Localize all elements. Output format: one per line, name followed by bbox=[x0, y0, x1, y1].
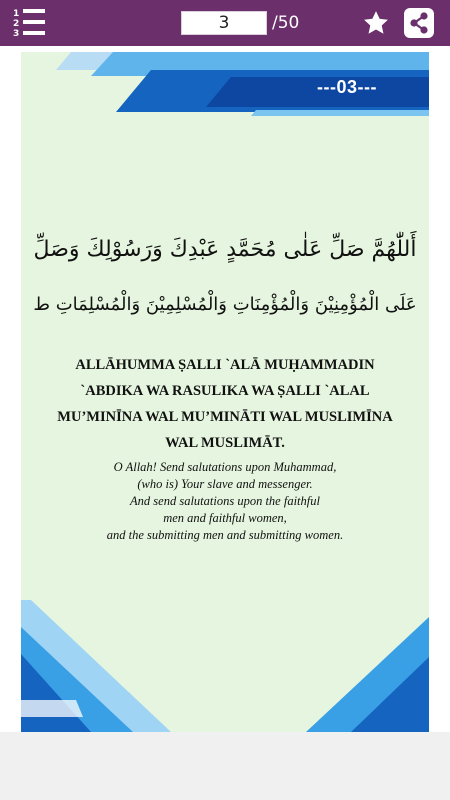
transliteration bbox=[21, 352, 429, 456]
share-icon[interactable] bbox=[404, 8, 434, 38]
arabic-line-2: عَلَى الْمُؤْمِنِيْنَ وَالْمُؤْمِنَاتِ وَالْمُسْلِمِيْنَ وَالْمُسْلِمَاتِ ط bbox=[33, 294, 417, 315]
star-icon[interactable] bbox=[362, 9, 390, 37]
page-number-input[interactable] bbox=[181, 11, 267, 35]
translation-line: O Allah! Send salutations upon Muhammad, bbox=[113, 460, 337, 474]
arabic-line-1: أَللّٰهُمَّ صَلِّ عَلٰى مُحَمَّدٍ عَبْدِكَ وَرَسُوْلِكَ وَصَلِّ bbox=[33, 237, 417, 262]
translation-line: men and faithful women, bbox=[163, 511, 287, 525]
svg-text:2: 2 bbox=[13, 19, 20, 29]
svg-text:1: 1 bbox=[13, 9, 20, 19]
bottom-area bbox=[0, 732, 450, 800]
transliteration-line: ALLĀHUMMA ṢALLI `ALĀ MUḤAMMADIN bbox=[75, 357, 375, 373]
svg-text:3: 3 bbox=[13, 29, 20, 39]
transliteration-line: MU’MINĪNA WAL MU’MINĀTI WAL MUSLIMĪNA bbox=[57, 409, 393, 425]
translation-line: and the submitting men and submitting women. bbox=[106, 528, 344, 542]
top-toolbar bbox=[0, 0, 450, 46]
translation-line: (who is) Your slave and messenger. bbox=[137, 477, 313, 491]
page-badge: ---03--- bbox=[317, 77, 377, 97]
dua-card bbox=[21, 52, 429, 732]
translation-line: And send salutations upon the faithful bbox=[130, 494, 320, 508]
page-total: /50 bbox=[272, 13, 300, 33]
translation bbox=[21, 459, 429, 544]
numbered-list-icon[interactable] bbox=[8, 6, 48, 40]
transliteration-line: `ABDIKA WA RASULIKA WA ṢALLI `ALAL bbox=[80, 383, 370, 399]
transliteration-line: WAL MUSLIMĀT. bbox=[165, 435, 285, 451]
